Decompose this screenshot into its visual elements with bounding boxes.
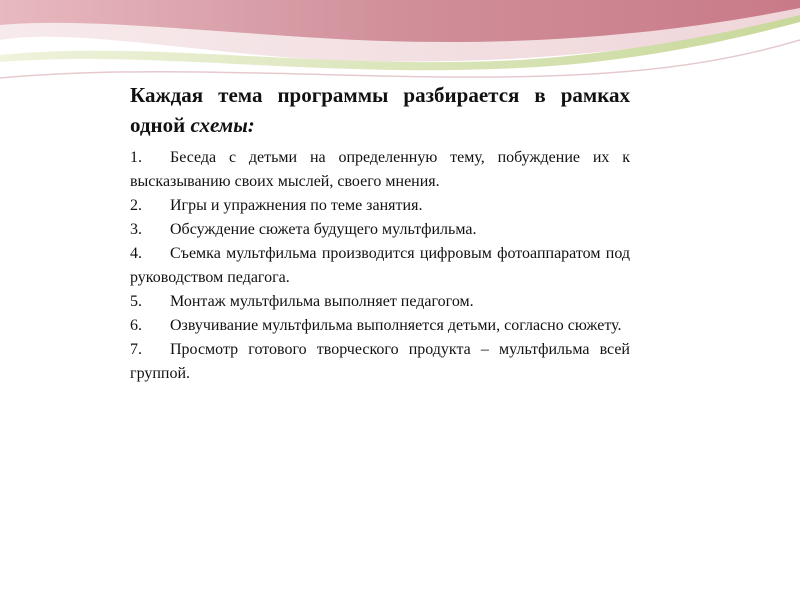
list-item (130, 194, 630, 218)
list-item-number: 4. (130, 245, 142, 262)
slide-heading (130, 80, 630, 140)
list-item-text: Съемка мультфильма производится цифровым фотоаппаратом под руководством педагога. (130, 245, 630, 286)
decorative-wave-header (0, 0, 800, 90)
list-item (130, 290, 630, 314)
list-item-number: 5. (130, 293, 142, 310)
list-item-number: 1. (130, 149, 142, 166)
list-item-text: Игры и упражнения по теме занятия. (170, 197, 423, 214)
list-item (130, 314, 630, 338)
list-item (130, 146, 630, 194)
list-item-text: Монтаж мультфильма выполняет педагогом. (170, 293, 474, 310)
list-item-text: Беседа с детьми на определенную тему, побуждение их к высказыванию своих мыслей, своего мнения. (130, 149, 630, 190)
list-item-text: Обсуждение сюжета будущего мультфильма. (170, 221, 477, 238)
list-item (130, 242, 630, 290)
list-item (130, 218, 630, 242)
list-item-number: 6. (130, 317, 142, 334)
slide-content (130, 80, 630, 386)
list-item (130, 338, 630, 386)
heading-italic: схемы: (190, 113, 255, 137)
list-item-number: 3. (130, 221, 142, 238)
heading-text: Каждая тема программы разбирается в рамках одной (130, 83, 630, 137)
list-item-text: Озвучивание мультфильма выполняется детьми, согласно сюжету. (170, 317, 622, 334)
list-item-text: Просмотр готового творческого продукта – мультфильма всей группой. (130, 341, 630, 382)
list-item-number: 2. (130, 197, 142, 214)
list-item-number: 7. (130, 341, 142, 358)
